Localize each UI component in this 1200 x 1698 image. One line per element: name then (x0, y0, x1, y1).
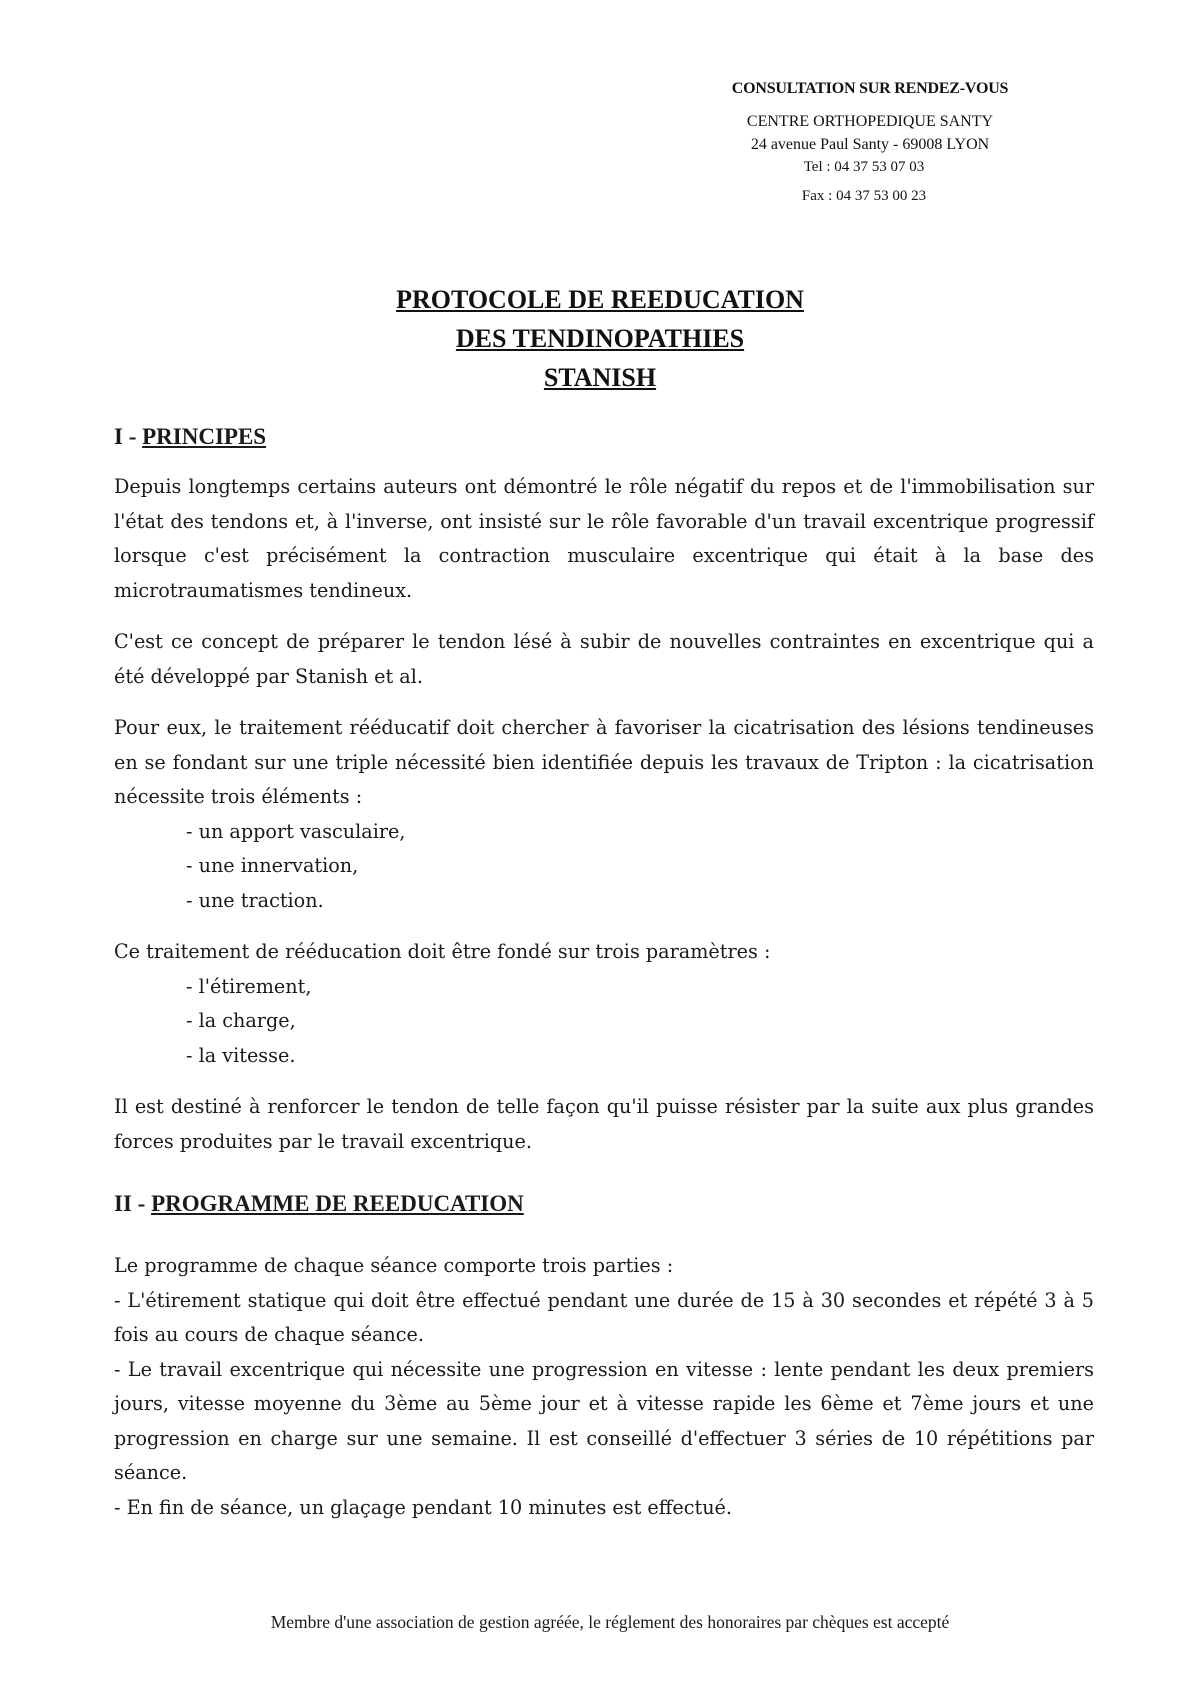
title-line-2: DES TENDINOPATHIES (455, 324, 745, 353)
healing-elements-list (186, 815, 1094, 919)
paragraph-principles-1: Depuis longtemps certains auteurs ont démontré le rôle négatif du repos et de l'immobilisation sur l'état des tendons et, à l'inverse, ont insisté sur le rôle favorable d'un travail excentrique progressif lorsque c'est précisément la contraction musculaire excentrique qui était à la base des microtraumatismes tendineux. (114, 475, 1094, 602)
program-item-stretching: - L'étirement statique qui doit être effectué pendant une durée de 15 à 30 secondes et répété 3 à 5 fois au cours de chaque séance. (114, 1288, 1094, 1346)
contact-header (680, 80, 1060, 208)
phone-number: Tel : 04 37 53 07 03 (803, 159, 925, 175)
consultation-notice: CONSULTATION SUR RENDEZ-VOUS (731, 80, 1009, 97)
title-line-1: PROTOCOLE DE REEDUCATION (396, 285, 804, 314)
section-2-number: II - (114, 1191, 152, 1216)
list-item: - une innervation, (186, 854, 359, 877)
paragraph-principles-3: Pour eux, le traitement rééducatif doit chercher à favoriser la cicatrisation des lésions tendineuses en se fondant sur une triple nécessité bien identifiée depuis les travaux de Tripton : la cicatrisation nécessite trois éléments : (114, 716, 1094, 808)
paragraph-principles-5: Il est destiné à renforcer le tendon de telle façon qu'il puisse résister par la suite aux plus grandes forces produites par le travail excentrique. (114, 1095, 1094, 1153)
footer-note: Membre d'une association de gestion agréée, le réglement des honoraires par chèques est accepté (270, 1612, 950, 1632)
list-item: - une traction. (186, 888, 324, 912)
section-1-number: I - (114, 424, 143, 449)
program-item-icing: - En fin de séance, un glaçage pendant 10 minutes est effectué. (114, 1495, 733, 1519)
list-item: - l'étirement, (186, 974, 312, 998)
fax-number: Fax : 04 37 53 00 23 (801, 188, 927, 204)
document-body (114, 420, 1094, 1525)
section-1-heading (114, 420, 1094, 454)
document-title (0, 280, 1200, 397)
program-intro: Le programme de chaque séance comporte trois parties : (114, 1254, 674, 1277)
program-item-eccentric: - Le travail excentrique qui nécessite une progression en vitesse : lente pendant les deux premiers jours, vitesse moyenne du 3ème au 5ème jour et à vitesse rapide les 6ème et 7ème jours et une progression en charge sur une semaine. Il est conseillé d'effectuer 3 séries de 10 répétitions par séance. (114, 1357, 1094, 1484)
section-2-heading (114, 1187, 1094, 1221)
section-1-title: PRINCIPES (142, 424, 267, 449)
center-name: CENTRE ORTHOPEDIQUE SANTY (746, 113, 994, 130)
list-item: - la vitesse. (186, 1043, 296, 1067)
title-line-3: STANISH (543, 363, 657, 392)
list-item: - la charge, (186, 1009, 296, 1032)
center-address: 24 avenue Paul Santy - 69008 LYON (750, 136, 990, 153)
parameters-list (186, 970, 1094, 1074)
paragraph-principles-2: C'est ce concept de préparer le tendon lésé à subir de nouvelles contraintes en excentrique qui a été développé par Stanish et al. (114, 630, 1094, 688)
list-item: - un apport vasculaire, (186, 819, 406, 843)
paragraph-principles-4: Ce traitement de rééducation doit être fondé sur trois paramètres : (114, 940, 771, 963)
section-2-title: PROGRAMME DE REEDUCATION (151, 1191, 524, 1216)
